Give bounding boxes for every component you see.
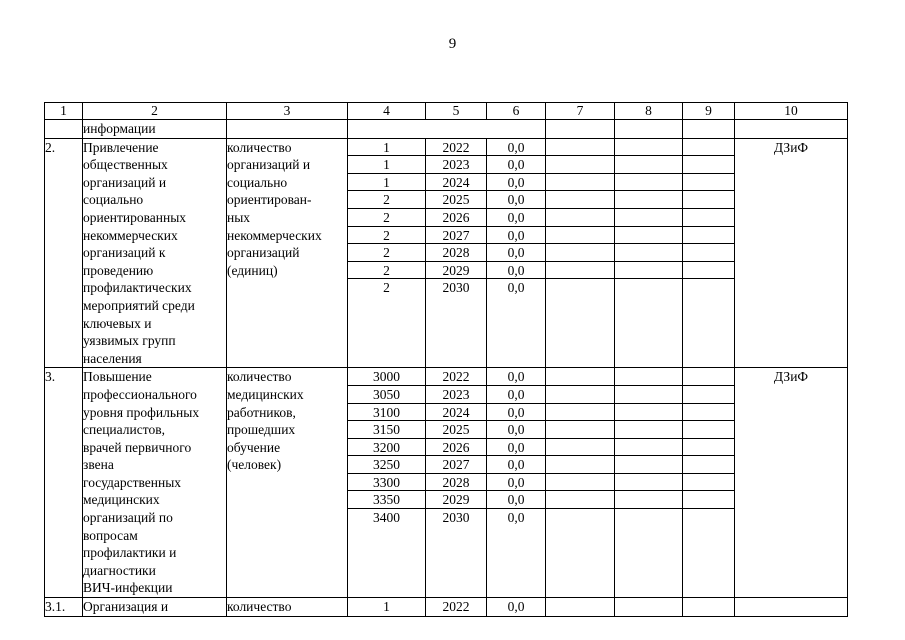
empty-subcell	[546, 404, 614, 422]
table-row	[45, 598, 848, 617]
amount-value: 0,0	[487, 386, 545, 404]
year-value: 2022	[426, 368, 486, 386]
activity-cell: Организация и	[83, 598, 227, 617]
indicator-cell: количество медицинских работников, прошедших обучение (человек)	[227, 368, 348, 598]
amount-value: 0,0	[487, 456, 545, 474]
empty-subcell	[615, 156, 682, 174]
year-value: 2027	[426, 456, 486, 474]
amount-value: 0,0	[487, 244, 545, 262]
empty-subcell	[546, 474, 614, 492]
table-row	[45, 138, 848, 368]
empty-subcell	[615, 509, 682, 527]
empty-subcell	[546, 139, 614, 157]
responsible-cell	[735, 598, 848, 617]
empty-subcell	[546, 421, 614, 439]
year-value: 2028	[426, 244, 486, 262]
amount-value: 0,0	[487, 421, 545, 439]
header-col-5: 5	[426, 103, 487, 120]
year-value: 2028	[426, 474, 486, 492]
empty-subcell	[546, 227, 614, 245]
empty-subcell	[615, 191, 682, 209]
value-value: 2	[348, 227, 425, 245]
year-value: 2024	[426, 404, 486, 422]
cell-col-7	[546, 368, 615, 598]
year-value: 2030	[442, 280, 470, 296]
year-value: 2030	[442, 510, 470, 526]
amount-value: 0,0	[487, 474, 545, 492]
value-value: 3150	[348, 421, 425, 439]
empty-subcell	[615, 174, 682, 192]
year-value: 2024	[426, 174, 486, 192]
empty-subcell	[546, 262, 614, 280]
year-value: 2025	[426, 191, 486, 209]
cell-empty	[348, 120, 546, 139]
value-value: 2	[348, 209, 425, 227]
cell-empty	[615, 120, 683, 139]
amount-value: 0,0	[507, 510, 525, 526]
amount-value: 0,0	[487, 439, 545, 457]
empty-subcell	[546, 191, 614, 209]
amounts-cell	[487, 138, 546, 368]
year-value: 2029	[426, 262, 486, 280]
cell-col-8	[615, 598, 683, 617]
header-col-7: 7	[546, 103, 615, 120]
empty-subcell	[615, 139, 682, 157]
empty-subcell	[615, 368, 682, 386]
row-number: 3.	[45, 368, 83, 598]
cell-col-9	[683, 138, 735, 368]
year-value: 2023	[426, 156, 486, 174]
header-col-6: 6	[487, 103, 546, 120]
amount-value: 0,0	[487, 262, 545, 280]
empty-subcell	[615, 439, 682, 457]
value-value: 3300	[348, 474, 425, 492]
empty-subcell	[683, 368, 734, 386]
header-col-10: 10	[735, 103, 848, 120]
empty-subcell	[683, 262, 734, 280]
year-value: 2022	[442, 599, 470, 615]
responsible-cell: ДЗиФ	[735, 138, 848, 368]
cell-empty	[45, 120, 83, 139]
header-col-3: 3	[227, 103, 348, 120]
continuation-text: информации	[83, 120, 227, 139]
activity-cell: Повышение профессионального уровня профильных специалистов, врачей первичного звена государственных медицинских организаций по вопросам профилактики и диагностики ВИЧ-инфекции	[83, 368, 227, 598]
empty-subcell	[683, 174, 734, 192]
empty-subcell	[615, 421, 682, 439]
value-value: 3100	[348, 404, 425, 422]
empty-subcell	[615, 209, 682, 227]
value-value: 2	[348, 191, 425, 209]
empty-subcell	[546, 244, 614, 262]
empty-subcell	[615, 491, 682, 509]
amount-value: 0,0	[487, 156, 545, 174]
empty-subcell	[683, 209, 734, 227]
value-value: 1	[348, 156, 425, 174]
value-value: 3200	[348, 439, 425, 457]
value-value: 3050	[348, 386, 425, 404]
empty-subcell	[683, 421, 734, 439]
header-col-1: 1	[45, 103, 83, 120]
empty-subcell	[683, 227, 734, 245]
amount-value: 0,0	[507, 599, 525, 615]
value-value: 3350	[348, 491, 425, 509]
amount-value: 0,0	[487, 139, 545, 157]
years-cell	[426, 368, 487, 598]
empty-subcell	[546, 386, 614, 404]
value-value: 1	[348, 139, 425, 157]
empty-subcell	[683, 156, 734, 174]
cell-empty	[683, 120, 735, 139]
amount-value: 0,0	[487, 368, 545, 386]
continuation-row	[45, 120, 848, 139]
empty-subcell	[615, 456, 682, 474]
page-number: 9	[448, 36, 457, 52]
amounts-cell	[487, 598, 546, 617]
cell-col-9	[683, 368, 735, 598]
header-col-9: 9	[683, 103, 735, 120]
values-cell	[348, 598, 426, 617]
value-value: 2	[383, 280, 390, 296]
cell-col-8	[615, 138, 683, 368]
amounts-cell	[487, 368, 546, 598]
cell-empty	[546, 120, 615, 139]
empty-subcell	[546, 209, 614, 227]
empty-subcell	[683, 244, 734, 262]
empty-subcell	[683, 491, 734, 509]
year-value: 2023	[426, 386, 486, 404]
empty-subcell	[546, 368, 614, 386]
value-value: 1	[383, 599, 390, 615]
header-row	[45, 103, 848, 120]
empty-subcell	[683, 439, 734, 457]
row-number: 2.	[45, 138, 83, 368]
year-value: 2026	[426, 439, 486, 457]
indicator-cell: количество организаций и социально ориентирован- ных некоммерческих организаций (единиц)	[227, 138, 348, 368]
cell-col-9	[683, 598, 735, 617]
value-value: 3000	[348, 368, 425, 386]
year-value: 2025	[426, 421, 486, 439]
activity-cell: Привлечение общественных организаций и социально ориентированных некоммерческих организаций к проведению профилактических мероприятий среди ключевых и уязвимых групп населения	[83, 138, 227, 368]
empty-subcell	[615, 386, 682, 404]
year-value: 2026	[426, 209, 486, 227]
responsible-cell: ДЗиФ	[735, 368, 848, 598]
value-value: 2	[348, 244, 425, 262]
empty-subcell	[546, 156, 614, 174]
amount-value: 0,0	[487, 174, 545, 192]
cell-empty	[735, 120, 848, 139]
cell-col-7	[546, 138, 615, 368]
cell-col-8	[615, 368, 683, 598]
empty-subcell	[546, 509, 614, 527]
value-value: 3400	[373, 510, 400, 526]
years-cell	[426, 138, 487, 368]
empty-subcell	[683, 386, 734, 404]
header-col-4: 4	[348, 103, 426, 120]
header-col-8: 8	[615, 103, 683, 120]
year-value: 2029	[426, 491, 486, 509]
amount-value: 0,0	[487, 227, 545, 245]
empty-subcell	[546, 456, 614, 474]
empty-subcell	[546, 598, 614, 616]
amount-value: 0,0	[507, 280, 525, 296]
header-col-2: 2	[83, 103, 227, 120]
empty-subcell	[683, 456, 734, 474]
indicator-cell: количество	[227, 598, 348, 617]
values-cell	[348, 368, 426, 598]
table-row	[45, 368, 848, 598]
program-table	[44, 102, 848, 617]
empty-subcell	[615, 598, 682, 616]
empty-subcell	[615, 279, 682, 297]
value-value: 2	[348, 262, 425, 280]
empty-subcell	[683, 404, 734, 422]
years-cell	[426, 598, 487, 617]
empty-subcell	[683, 598, 734, 616]
amount-value: 0,0	[487, 491, 545, 509]
empty-subcell	[683, 139, 734, 157]
row-number: 3.1.	[45, 598, 83, 617]
empty-subcell	[615, 404, 682, 422]
empty-subcell	[683, 509, 734, 527]
cell-empty	[227, 120, 348, 139]
value-value: 1	[348, 174, 425, 192]
empty-subcell	[683, 474, 734, 492]
cell-col-7	[546, 598, 615, 617]
value-value: 3250	[348, 456, 425, 474]
amount-value: 0,0	[487, 404, 545, 422]
year-value: 2022	[426, 139, 486, 157]
empty-subcell	[615, 244, 682, 262]
amount-value: 0,0	[487, 209, 545, 227]
empty-subcell	[615, 227, 682, 245]
values-cell	[348, 138, 426, 368]
empty-subcell	[615, 474, 682, 492]
amount-value: 0,0	[487, 191, 545, 209]
empty-subcell	[546, 174, 614, 192]
empty-subcell	[683, 279, 734, 297]
empty-subcell	[683, 191, 734, 209]
year-value: 2027	[426, 227, 486, 245]
empty-subcell	[546, 279, 614, 297]
empty-subcell	[615, 262, 682, 280]
empty-subcell	[546, 439, 614, 457]
empty-subcell	[546, 491, 614, 509]
